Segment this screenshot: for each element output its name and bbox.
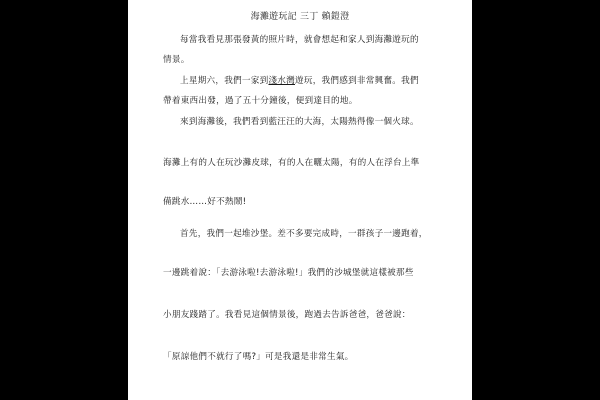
paragraph-line-6: 海灘上有的人在玩沙灘皮球，有的人在曬太陽，有的人在浮台上準 bbox=[163, 158, 420, 168]
paragraph-line-7: 備跳水……好不熱鬧! bbox=[163, 197, 247, 207]
paragraph-line-2: 情景。 bbox=[163, 55, 190, 65]
document-page bbox=[128, 0, 472, 400]
text-run: 上星期六，我們一家到 bbox=[180, 76, 269, 86]
text-run: 遊玩，我們感到非常興奮。我們 bbox=[295, 76, 419, 86]
paragraph-line-9: 一邊跳着說：「去游泳啦!去游泳啦!」我們的沙城堡就這樣被那些 bbox=[163, 268, 414, 278]
paragraph-line-8: 首先，我們一起堆沙堡。差不多要完成時，一群孩子一邊跑着， bbox=[180, 229, 428, 239]
paragraph-line-4: 帶着東西出發，過了五十分鐘後，便到達目的地。 bbox=[163, 96, 358, 106]
paragraph-line-3 bbox=[180, 74, 419, 86]
paragraph-line-5: 來到海灘後，我們看到藍汪汪的大海，太陽熱得像一個火球。 bbox=[180, 117, 419, 127]
paragraph-line-11: 「原諒他們不就行了嗎?」可是我還是非常生氣。 bbox=[163, 352, 354, 362]
essay-title: 海灘遊玩記 三丁 賴鎧澄 bbox=[250, 12, 350, 22]
place-name-underlined: 淺水灣 bbox=[268, 76, 295, 86]
paragraph-line-10: 小朋友踐踏了。我看見這個情景後，跑過去告訴爸爸，爸爸說： bbox=[163, 310, 411, 320]
paragraph-line-1: 每當我看見那張發黃的照片時，就會想起和家人到海灘遊玩的 bbox=[180, 35, 419, 45]
